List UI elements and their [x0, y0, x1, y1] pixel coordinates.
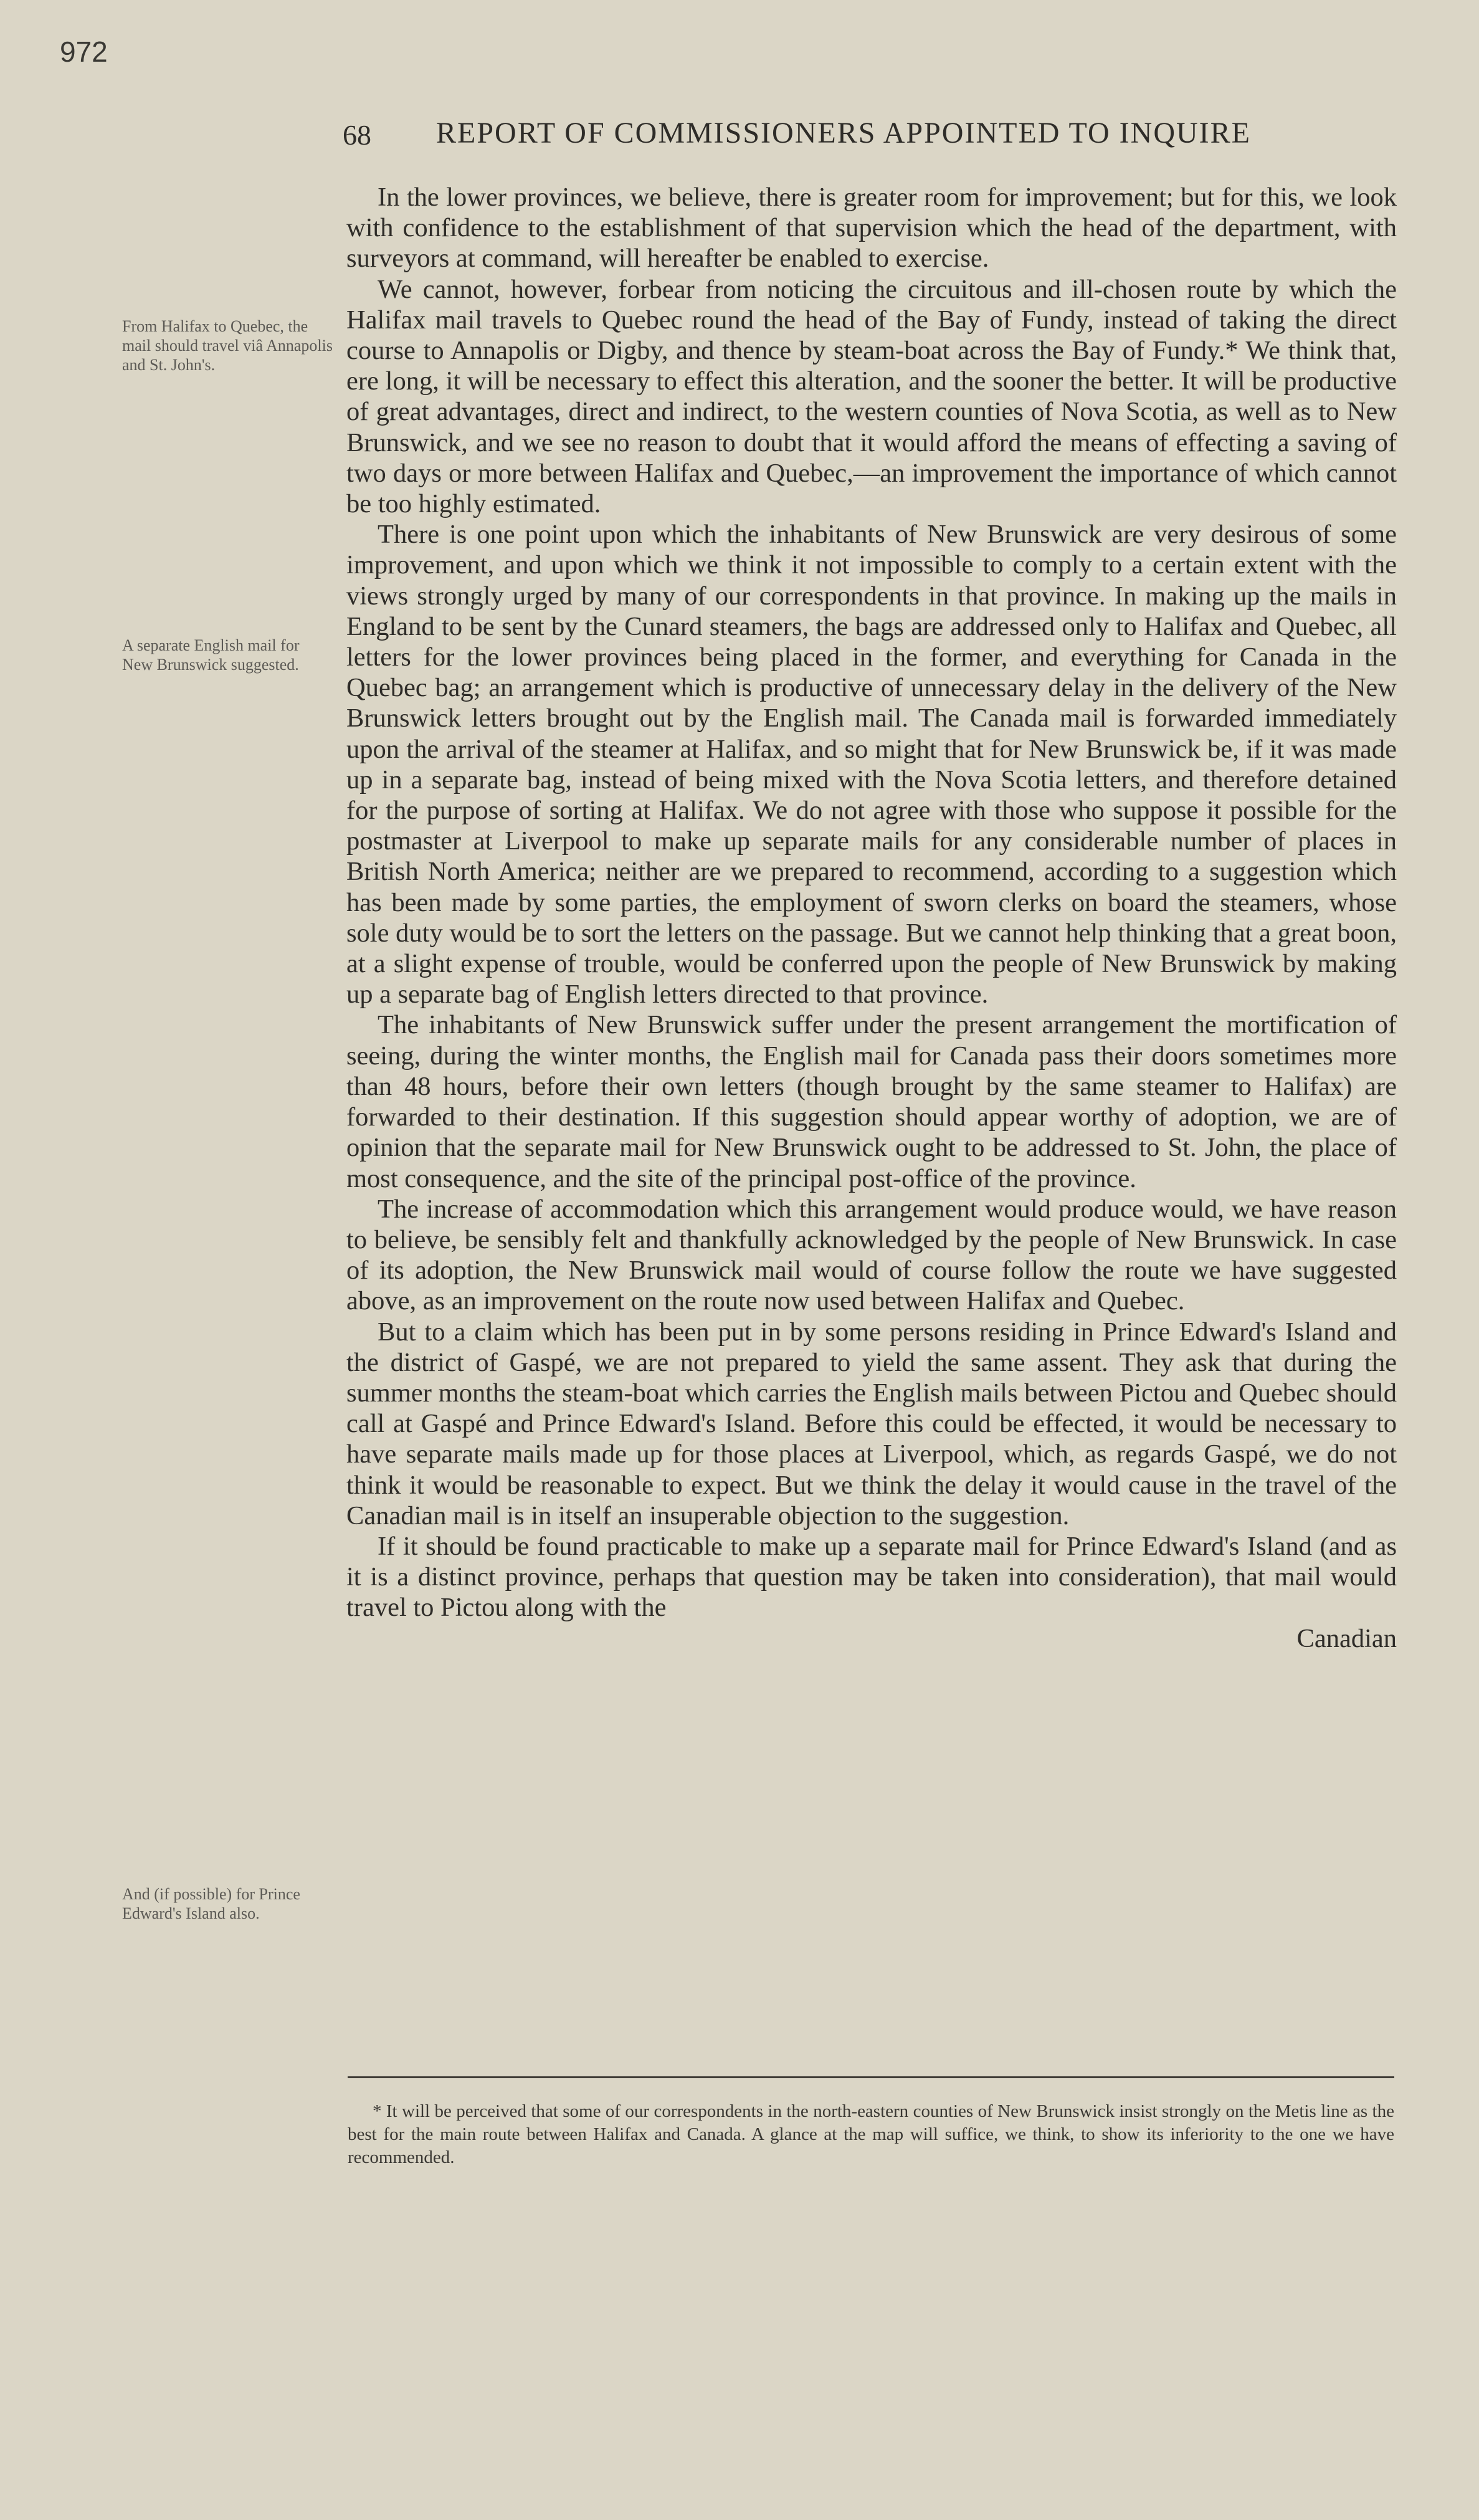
printed-page-number: 68 [343, 119, 371, 151]
footnote [348, 2100, 1394, 2169]
paragraph: There is one point upon which the inhabitants of New Brunswick are very desirous of some improvement, and upon which we think it not impossible to comply to a certain extent with the views strongly urged by many of our correspondents in that province. In making up the mails in England to be sent by the Cunard steamers, the bags are addressed only to Halifax and Quebec, all letters for the lower provinces being placed in the former, and everything for Canada in the Quebec bag; an arrangement which is productive of unnecessary delay in the delivery of the New Brunswick letters brought out by the English mail. The Canada mail is forwarded immediately upon the arrival of the steamer at Halifax, and so might that for New Brunswick be, if it was made up in a separate bag, instead of being mixed with the Nova Scotia letters, and therefore detained for the purpose of sorting at Halifax. We do not agree with those who suppose it possible for the postmaster at Liverpool to make up separate mails for any considerable number of places in British North America; neither are we prepared to recommend, according to a suggestion which has been made by some parties, the employment of sworn clerks on board the steamers, whose sole duty would be to sort the letters on the passage. But we cannot help thinking that a great boon, at a slight expense of trouble, would be conferred upon the people of New Brunswick by making up a separate bag of English letters directed to that province. [346, 520, 1397, 1009]
catchword: Canadian [1296, 1623, 1397, 1653]
margin-note-new-brunswick-mail: A separate English mail for New Brunswick suggested. [122, 636, 300, 674]
margin-note-halifax-route: From Halifax to Quebec, the mail should travel viâ Annapolis and St. John's. [122, 317, 333, 374]
running-header: REPORT OF COMMISSIONERS APPOINTED TO INQUIRE [436, 117, 1251, 150]
paragraph: The inhabitants of New Brunswick suffer under the present arrangement the mortification of seeing, during the winter months, the English mail for Canada pass their doors sometimes more than 48 hours, before their own letters (though brought by the same steamer to Halifax) are forwarded to their destination. If this suggestion should appear worthy of adoption, we are of opinion that the separate mail for New Brunswick ought to be addressed to St. John, the place of most consequence, and the site of the principal post-office of the province. [346, 1010, 1397, 1193]
paragraph: If it should be found practicable to make up a separate mail for Prince Edward's Island (and as it is a distinct province, perhaps that question may be taken into consideration), that mail would travel to Pictou along with the [346, 1531, 1397, 1623]
paragraph: We cannot, however, forbear from noticing the circuitous and ill-chosen route by which the Halifax mail travels to Quebec round the head of the Bay of Fundy, instead of taking the direct course to Annapolis or Digby, and thence by steam-boat across the Bay of Fundy.* We think that, ere long, it will be necessary to effect this alteration, and the sooner the better. It will be productive of great advantages, direct and indirect, to the western counties of Nova Scotia, as well as to New Brunswick, and we see no reason to doubt that it would afford the means of effecting a saving of two days or more between Halifax and Quebec,—an improvement the importance of which cannot be too highly estimated. [346, 274, 1397, 519]
margin-note-prince-edward-island: And (if possible) for Prince Edward's Island also. [122, 1885, 300, 1922]
paragraph: In the lower provinces, we believe, there is greater room for improvement; but for this, we look with confidence to the establishment of that supervision which the head of the department, with surveyors at command, will hereafter be enabled to exercise. [346, 183, 1397, 274]
body-text [346, 182, 1397, 1654]
page-number: 972 [60, 36, 108, 68]
paragraph: But to a claim which has been put in by some persons residing in Prince Edward's Island and the district of Gaspé, we are not prepared to yield the same assent. They ask that during the summer months the steam-boat which carries the English mails between Pictou and Quebec should call at Gaspé and Prince Edward's Island. Before this could be effected, it would be necessary to have separate mails made up for those places at Liverpool, which, as regards Gaspé, we do not think it would be reasonable to expect. But we think the delay it would cause in the travel of the Canadian mail is in itself an insuperable objection to the suggestion. [346, 1317, 1397, 1530]
footnote-rule [348, 2076, 1394, 2078]
footnote-text: * It will be perceived that some of our correspondents in the north-eastern counties of New Brunswick insist strongly on the Metis line as the best for the main route between Halifax and Canada. A glance at the map will suffice, we think, to show its inferiority to the one we have recommended. [348, 2101, 1394, 2167]
paragraph: The increase of accommodation which this arrangement would produce would, we have reason to believe, be sensibly felt and thankfully acknowledged by the people of New Brunswick. In case of its adoption, the New Brunswick mail would of course follow the route we have suggested above, as an improvement on the route now used between Halifax and Quebec. [346, 1194, 1397, 1316]
